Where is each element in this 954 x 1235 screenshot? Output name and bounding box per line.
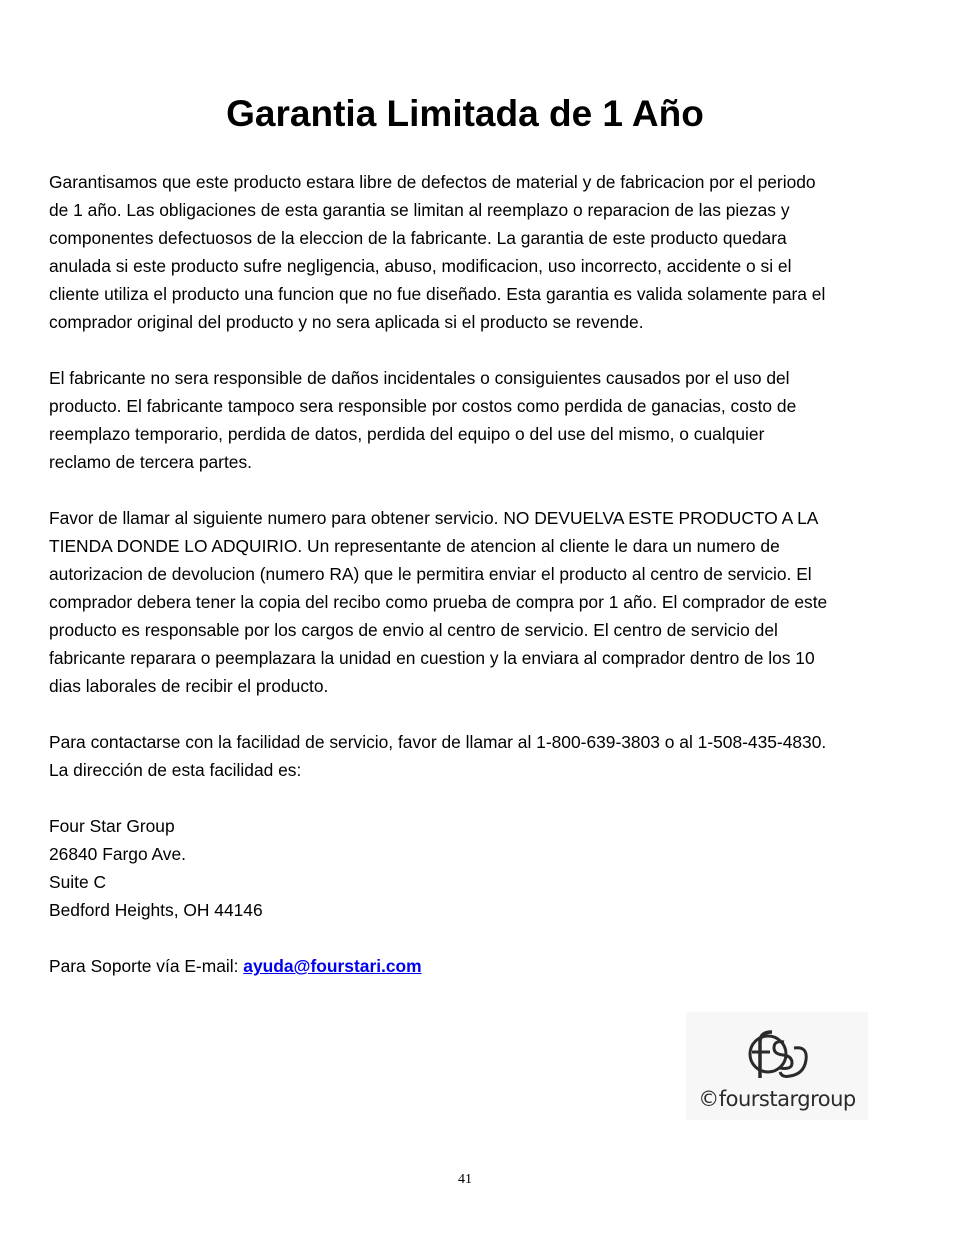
address-line: 26840 Fargo Ave.: [49, 844, 186, 864]
address-line: Suite C: [49, 872, 107, 892]
page-number: 41: [458, 1172, 472, 1187]
support-email-link[interactable]: ayuda@fourstari.com: [243, 956, 422, 976]
text-line: de 1 año. Las obligaciones de esta garantia se limitan al reemplazo o reparacion de las piezas y: [49, 200, 790, 220]
text-line: reclamo de tercera partes.: [49, 452, 252, 472]
address-line: Four Star Group: [49, 816, 175, 836]
text-line: componentes defectuosos de la eleccion de la fabricante. La garantia de este producto quedara: [49, 228, 787, 248]
text-line: comprador debera tener la copia del recibo como prueba de compra por 1 año. El comprador de este: [49, 592, 828, 612]
text-line: fabricante reparara o peemplazara la unidad en cuestion y la enviara al comprador dentro de los 10: [49, 648, 815, 668]
text-line: Favor de llamar al siguiente numero para obtener servicio. NO DEVUELVA ESTE PRODUCTO A LA: [49, 508, 819, 528]
text-line: comprador original del producto y no sera aplicada si el producto se revende.: [49, 312, 644, 332]
paragraph-service-instructions: [49, 504, 889, 700]
page-title: Garantia Limitada de 1 Año: [226, 93, 704, 134]
paragraph-liability: [49, 364, 889, 476]
text-line: TIENDA DONDE LO ADQUIRIO. Un representante de atencion al cliente le dara un numero de: [49, 536, 780, 556]
support-label: Para Soporte vía E-mail:: [49, 956, 244, 976]
logo-caption: ©fourstargroup: [698, 1087, 856, 1111]
address-line: Bedford Heights, OH 44146: [49, 900, 263, 920]
text-line: Garantisamos que este producto estara libre de defectos de material y de fabricacion por el periodo: [49, 172, 816, 192]
text-line: cliente utiliza el producto una funcion que no fue diseñado. Esta garantia es valida solamente para el: [49, 284, 826, 304]
warranty-body: [49, 168, 889, 1008]
text-line: producto es responsable por los cargos de envio al centro de servicio. El centro de servicio del: [49, 620, 778, 640]
text-line: dias laborales de recibir el producto.: [49, 676, 329, 696]
fourstargroup-logo: [686, 1012, 868, 1120]
text-line: autorizacion de devolucion (numero RA) que le permitira enviar el producto al centro de servicio. El: [49, 564, 812, 584]
support-line: [49, 952, 889, 980]
text-line: reemplazo temporario, perdida de datos, perdida del equipo o del use del mismo, o cualquier: [49, 424, 765, 444]
text-line: Para contactarse con la facilidad de servicio, favor de llamar al 1-800-639-3803 o al 1-508-435-4830.: [49, 732, 827, 752]
text-line: El fabricante no sera responsible de daños incidentales o consiguientes causados por el uso del: [49, 368, 790, 388]
paragraph-contact: [49, 728, 889, 784]
text-line: anulada si este producto sufre negligencia, abuso, modificacion, uso incorrecto, accidente o si el: [49, 256, 792, 276]
text-line: producto. El fabricante tampoco sera responsible por costos como perdida de ganacias, costo de: [49, 396, 797, 416]
paragraph-warranty-terms: [49, 168, 889, 336]
address-block: [49, 812, 889, 924]
text-line: La dirección de esta facilidad es:: [49, 760, 302, 780]
fsg-monogram-icon: [686, 1012, 868, 1092]
